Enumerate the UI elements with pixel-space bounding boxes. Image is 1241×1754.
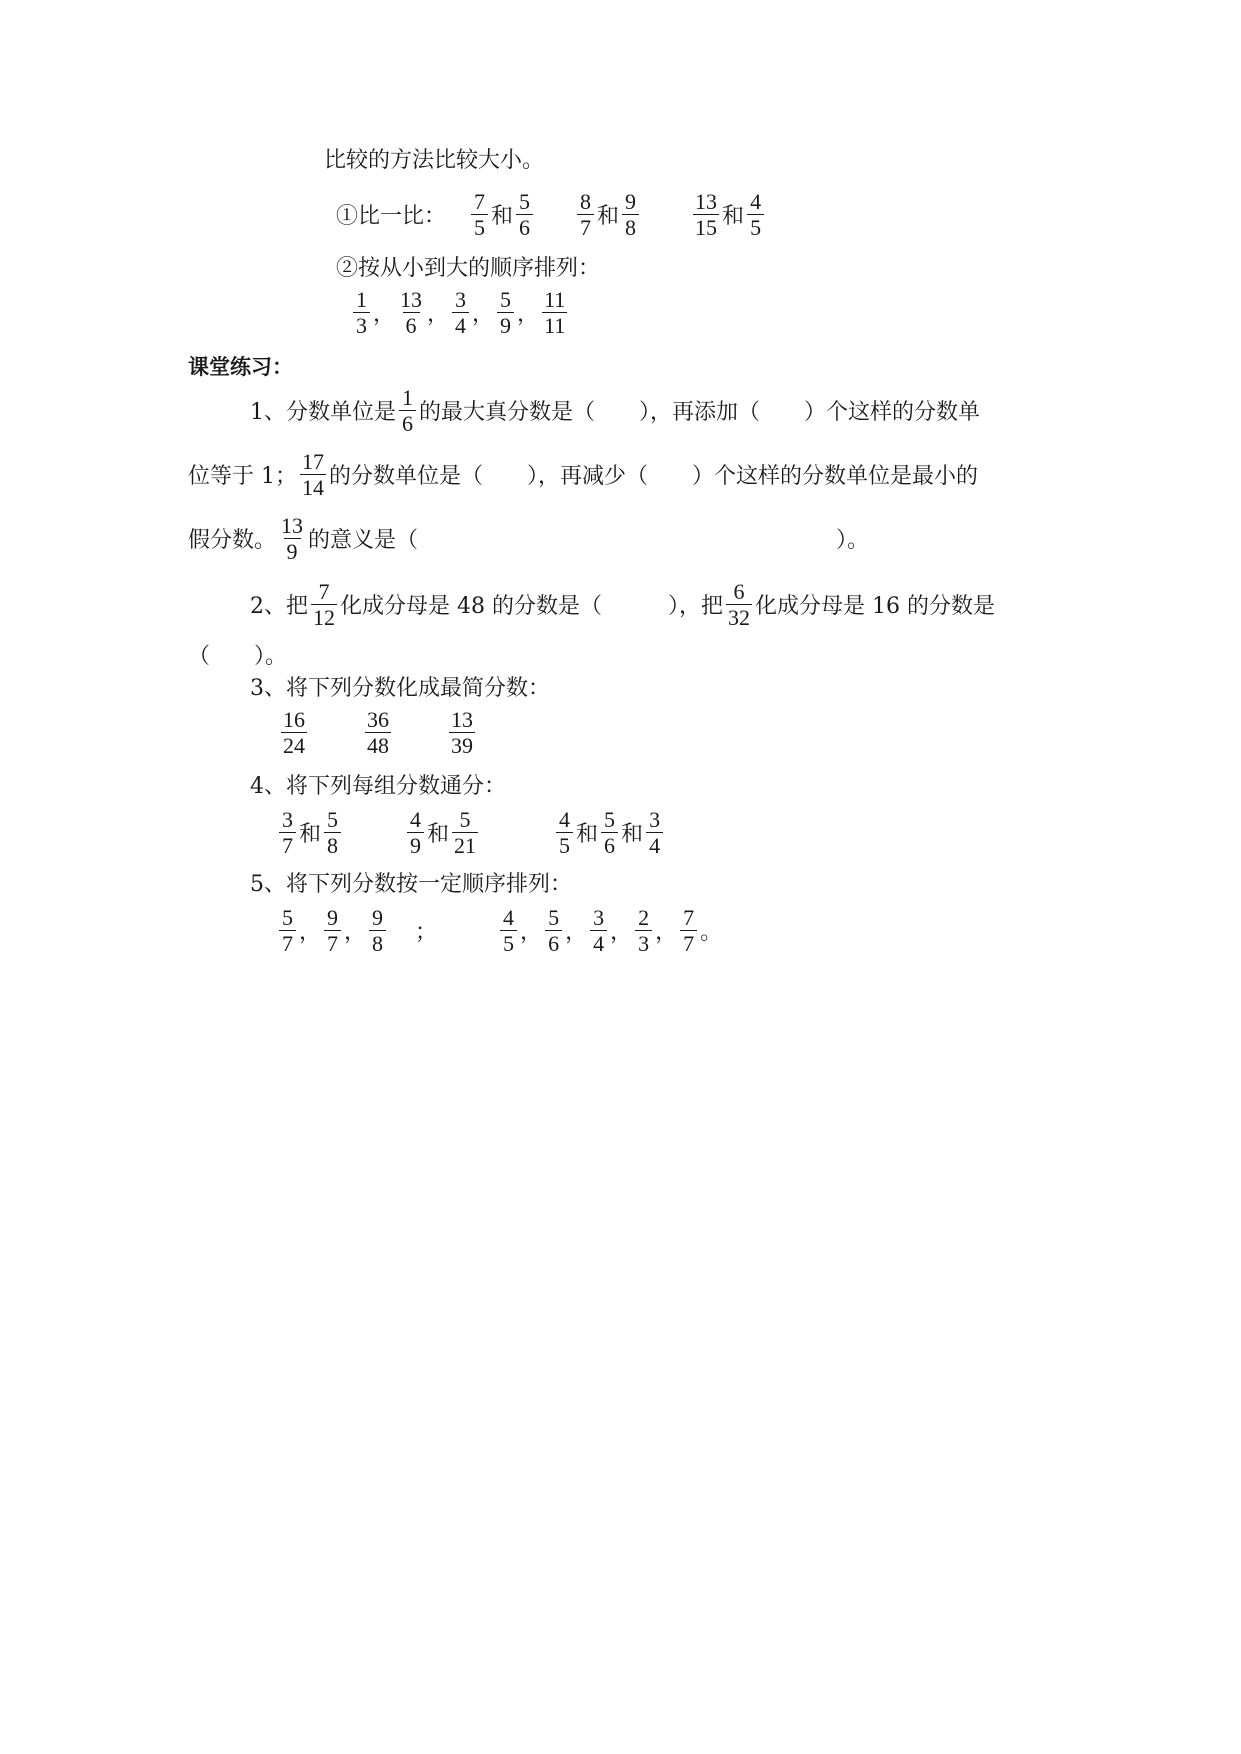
q5-label: 5、将下列分数按一定顺序排列： (250, 871, 572, 897)
fraction: 5 6 (516, 189, 533, 240)
comma: ， (610, 919, 633, 945)
fraction: 2 3 (635, 905, 652, 956)
q3-row (278, 702, 478, 762)
order-label-line (336, 248, 600, 284)
fraction: 5 6 (601, 807, 618, 858)
q4-label: 4、将下列每组分数通分： (250, 773, 506, 799)
fraction: 9 8 (369, 905, 386, 956)
comma: ， (472, 301, 495, 327)
q2-text-b: 化成分母是 48 的分数是（ ），把 (340, 593, 723, 619)
comma: ， (344, 919, 367, 945)
q5-label-line (250, 864, 572, 900)
q1-text-a: 1、分数单位是 (250, 399, 396, 425)
compare-label: ①比一比： (336, 203, 447, 229)
fraction: 3 4 (590, 905, 607, 956)
q1-text-b: 的最大真分数是（ ），再添加（ ）个这样的分数单 (419, 399, 981, 425)
fraction: 4 5 (500, 905, 517, 956)
q1-line-3 (188, 508, 869, 568)
fraction: 13 15 (695, 188, 718, 240)
q1-text-d: 的分数单位是（ ），再减少（ ）个这样的分数单位是最小的 (329, 463, 979, 489)
fraction: 9 7 (324, 905, 341, 956)
section-title: 课堂练习： (188, 355, 293, 379)
q2-text-a: 2、把 (250, 593, 308, 619)
fraction: 3 7 (279, 807, 296, 858)
comma: ， (299, 919, 322, 945)
comma: ， (655, 919, 678, 945)
fraction: 6 32 (727, 578, 750, 630)
q1-text-f: 的意义是（ ）。 (308, 527, 870, 553)
fraction: 4 9 (407, 807, 424, 858)
q2-line-2 (188, 636, 287, 672)
fraction: 5 6 (545, 905, 562, 956)
comma: ， (517, 301, 540, 327)
fraction: 13 39 (451, 706, 473, 758)
order-row (350, 282, 570, 342)
q2-line-1 (250, 574, 995, 634)
q1-text-c: 位等于 1； (188, 463, 297, 489)
comma: ， (565, 919, 588, 945)
fraction: 3 4 (452, 287, 469, 338)
q2-text-d: （ ）。 (188, 643, 288, 669)
period: 。 (700, 919, 723, 945)
q3-label: 3、将下列分数化成最简分数： (250, 675, 550, 701)
compare-row (336, 184, 767, 244)
q2-text-c: 化成分母是 16 的分数是 (754, 593, 995, 619)
fraction: 16 24 (283, 706, 305, 758)
q1-line-2 (188, 444, 978, 504)
join-word: 和 (491, 203, 514, 229)
comma: ， (373, 301, 396, 327)
fraction: 11 11 (544, 286, 566, 338)
q1-line-1 (250, 380, 980, 440)
join-word: 和 (299, 821, 322, 847)
fraction: 36 48 (367, 706, 389, 758)
join-word: 和 (621, 821, 644, 847)
fraction: 7 7 (680, 905, 697, 956)
fraction: 1 3 (353, 287, 370, 338)
fraction: 3 4 (646, 807, 663, 858)
q5-row (276, 900, 722, 960)
join-word: 和 (576, 821, 599, 847)
comma: ， (520, 919, 543, 945)
q4-row (276, 802, 666, 862)
q1-text-e: 假分数。 (188, 527, 277, 553)
fraction: 5 8 (324, 807, 341, 858)
fraction: 1 6 (399, 385, 416, 436)
fraction: 7 12 (313, 578, 335, 630)
fraction: 4 5 (556, 807, 573, 858)
method-line (324, 138, 544, 178)
fraction: 13 6 (400, 286, 423, 338)
join-word: 和 (722, 203, 745, 229)
fraction: 5 7 (279, 905, 296, 956)
q3-label-line (250, 668, 550, 704)
join-word: 和 (597, 203, 620, 229)
semicolon: ； (415, 919, 438, 945)
fraction: 17 14 (302, 448, 324, 500)
order-label: ②按从小到大的顺序排列： (336, 255, 601, 281)
fraction: 5 21 (454, 806, 477, 858)
fraction: 4 5 (747, 189, 764, 240)
fraction: 8 7 (577, 189, 594, 240)
comma: ， (427, 301, 450, 327)
section-title-line (188, 348, 293, 384)
q4-label-line (250, 766, 506, 802)
fraction: 13 9 (281, 512, 304, 564)
fraction: 9 8 (622, 189, 639, 240)
fraction: 5 9 (497, 287, 514, 338)
fraction: 7 5 (471, 189, 488, 240)
method-text: 比较的方法比较大小。 (324, 147, 545, 173)
join-word: 和 (427, 821, 450, 847)
